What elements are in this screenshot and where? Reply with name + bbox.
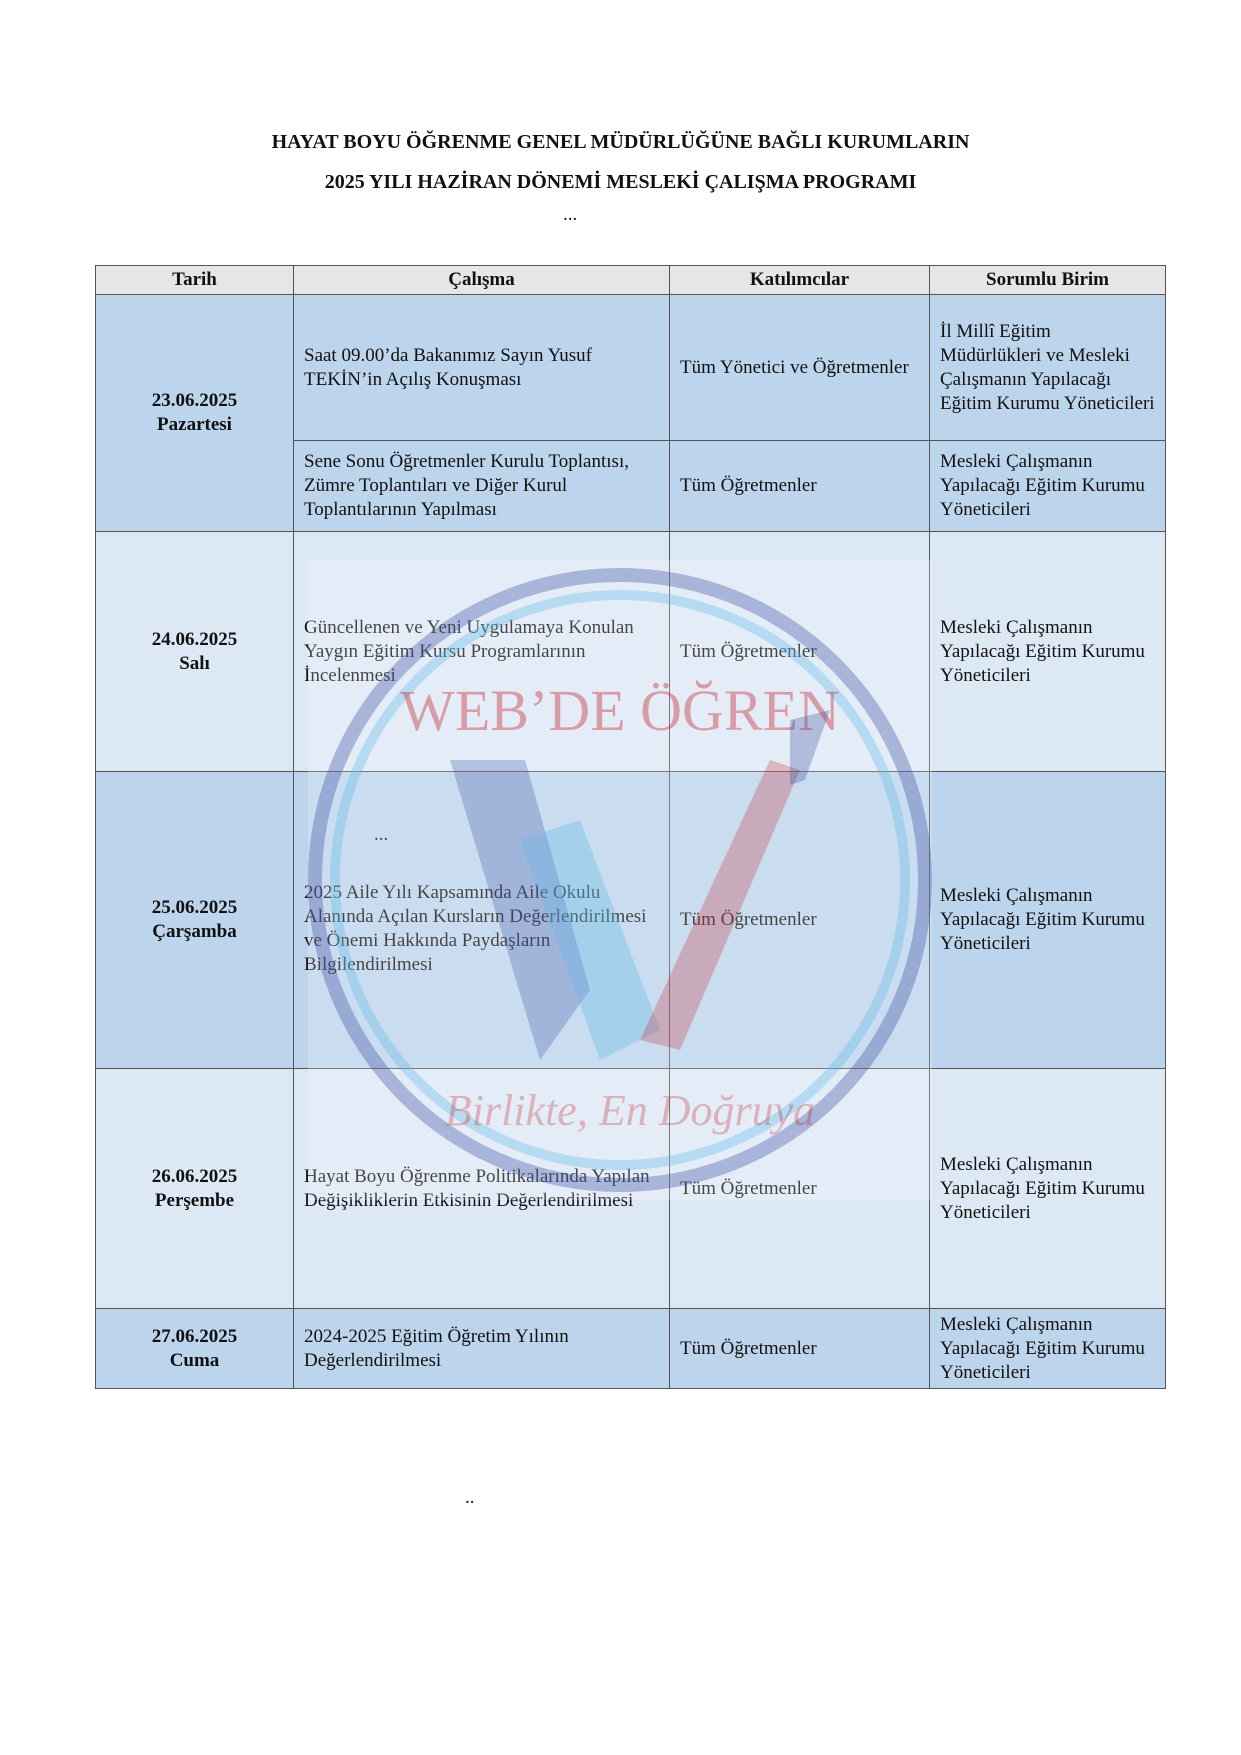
table-row <box>96 1069 1166 1309</box>
day-name: Salı <box>179 652 210 674</box>
date-value: 27.06.2025 <box>151 1325 238 1347</box>
participants-cell: Tüm Öğretmenler <box>670 532 930 772</box>
responsible-cell: Mesleki Çalışmanın Yapılacağı Eğitim Kurumu Yöneticileri <box>930 1069 1166 1309</box>
work-cell: 2024-2025 Eğitim Öğretim Yılının Değerlendirilmesi <box>294 1309 670 1389</box>
work-cell: Saat 09.00’da Bakanımız Sayın Yusuf TEKİN’in Açılış Konuşması <box>294 295 670 441</box>
day-name: Çarşamba <box>152 921 237 942</box>
column-header-work: Çalışma <box>294 266 670 295</box>
document-title-line-1: HAYAT BOYU ÖĞRENME GENEL MÜDÜRLÜĞÜNE BAĞLI KURUMLARIN <box>271 131 970 153</box>
date-value: 25.06.2025 <box>151 897 238 918</box>
watermark-brand-text: WEB’DE ÖĞREN <box>400 678 840 743</box>
work-cell: Güncellenen ve Yeni Uygulamaya Konulan Yaygın Eğitim Kursu Programlarının İncelenmesi <box>294 532 670 772</box>
column-header-responsible: Sorumlu Birim <box>930 266 1166 295</box>
watermark-slogan: Birlikte, En Doğruya <box>444 1086 816 1135</box>
date-cell <box>96 1309 294 1389</box>
participants-cell: Tüm Öğretmenler <box>670 1309 930 1389</box>
date-value: 24.06.2025 <box>151 628 238 650</box>
column-header-date: Tarih <box>96 266 294 295</box>
date-value: 26.06.2025 <box>151 1165 238 1187</box>
work-cell: Hayat Boyu Öğrenme Politikalarında Yapılan Değişikliklerin Etkisinin Değerlendirilmesi <box>294 1069 670 1309</box>
date-cell <box>96 295 294 532</box>
table-row <box>96 295 1166 441</box>
work-cell: Sene Sonu Öğretmenler Kurulu Toplantısı, Zümre Toplantıları ve Diğer Kurul Toplantılarının Yapılması <box>294 441 670 532</box>
table-header-row <box>96 266 1166 295</box>
table-row <box>96 772 1166 1069</box>
responsible-cell: Mesleki Çalışmanın Yapılacağı Eğitim Kurumu Yöneticileri <box>930 1309 1166 1389</box>
column-header-participants: Katılımcılar <box>670 266 930 295</box>
responsible-cell: Mesleki Çalışmanın Yapılacağı Eğitim Kurumu Yöneticileri <box>930 532 1166 772</box>
date-cell <box>96 772 294 1069</box>
date-cell <box>96 1069 294 1309</box>
responsible-cell: Mesleki Çalışmanın Yapılacağı Eğitim Kurumu Yöneticileri <box>930 772 1166 1069</box>
responsible-cell: Mesleki Çalışmanın Yapılacağı Eğitim Kurumu Yöneticileri <box>930 441 1166 532</box>
work-text: 2025 Aile Yılı Kapsamında Aile Okulu Alanında Açılan Kursların Değerlendirilmesi ve Önemi Hakkında Paydaşların Bilgilendirilmesi <box>304 882 647 975</box>
footer-dots: .. <box>465 1487 475 1508</box>
table-row <box>96 1309 1166 1389</box>
date-value: 23.06.2025 <box>151 390 238 411</box>
document-title-line-2: 2025 YILI HAZİRAN DÖNEMİ MESLEKİ ÇALIŞMA PROGRAMI <box>324 171 917 193</box>
work-cell <box>294 772 670 1069</box>
table-row <box>96 532 1166 772</box>
responsible-cell: İl Millî Eğitim Müdürlükleri ve Mesleki Çalışmanın Yapılacağı Eğitim Kurumu Yöneticileri <box>930 295 1166 441</box>
program-table <box>95 265 1166 1389</box>
participants-cell: Tüm Yönetici ve Öğretmenler <box>670 295 930 441</box>
participants-cell: Tüm Öğretmenler <box>670 1069 930 1309</box>
day-name: Cuma <box>169 1349 220 1371</box>
participants-cell: Tüm Öğretmenler <box>670 441 930 532</box>
day-name: Perşembe <box>154 1189 235 1211</box>
date-cell <box>96 532 294 772</box>
participants-cell: Tüm Öğretmenler <box>670 772 930 1069</box>
day-name: Pazartesi <box>157 414 232 435</box>
work-ellipsis: ... <box>374 824 389 845</box>
title-ellipsis: ... <box>563 204 578 225</box>
